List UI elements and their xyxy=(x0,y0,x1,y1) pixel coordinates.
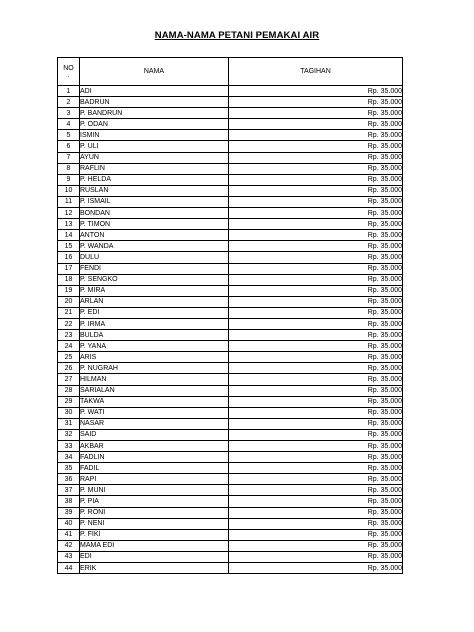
table-row xyxy=(58,86,403,97)
row-nama: AKBAR xyxy=(80,441,229,452)
table-row xyxy=(58,529,403,540)
row-tagihan: Rp. 35.000 xyxy=(229,363,403,374)
row-nama: P. ODAN xyxy=(80,119,229,130)
row-number: 40 xyxy=(58,518,80,529)
table-row xyxy=(58,474,403,485)
row-tagihan: Rp. 35.000 xyxy=(229,119,403,130)
table-row xyxy=(58,485,403,496)
row-number: 14 xyxy=(58,230,80,241)
row-number: 20 xyxy=(58,296,80,307)
table-row xyxy=(58,463,403,474)
row-nama: ISMIN xyxy=(80,130,229,141)
row-number: 15 xyxy=(58,241,80,252)
row-nama: TAKWA xyxy=(80,396,229,407)
table-row xyxy=(58,407,403,418)
row-nama: BADRUN xyxy=(80,97,229,108)
row-nama: BONDAN xyxy=(80,208,229,219)
row-tagihan: Rp. 35.000 xyxy=(229,219,403,230)
row-nama: MAMA EDI xyxy=(80,540,229,551)
row-nama: P. HELDA xyxy=(80,174,229,185)
row-nama: ARIS xyxy=(80,352,229,363)
table-row xyxy=(58,396,403,407)
row-nama: RAPI xyxy=(80,474,229,485)
table-row xyxy=(58,97,403,108)
row-tagihan: Rp. 35.000 xyxy=(229,152,403,163)
row-nama: SARIALAN xyxy=(80,385,229,396)
row-tagihan: Rp. 35.000 xyxy=(229,407,403,418)
header-nama: NAMA xyxy=(80,58,229,86)
row-number: 19 xyxy=(58,285,80,296)
table-row xyxy=(58,318,403,329)
table-row xyxy=(58,518,403,529)
row-number: 31 xyxy=(58,418,80,429)
row-tagihan: Rp. 35.000 xyxy=(229,452,403,463)
row-number: 23 xyxy=(58,330,80,341)
row-number: 29 xyxy=(58,396,80,407)
row-tagihan: Rp. 35.000 xyxy=(229,518,403,529)
table-row xyxy=(58,141,403,152)
row-number: 26 xyxy=(58,363,80,374)
row-nama: DULU xyxy=(80,252,229,263)
row-tagihan: Rp. 35.000 xyxy=(229,352,403,363)
row-number: 18 xyxy=(58,274,80,285)
row-tagihan: Rp. 35.000 xyxy=(229,396,403,407)
row-tagihan: Rp. 35.000 xyxy=(229,163,403,174)
row-nama: P. SENGKO xyxy=(80,274,229,285)
header-no xyxy=(58,58,80,86)
row-tagihan: Rp. 35.000 xyxy=(229,374,403,385)
table-row xyxy=(58,174,403,185)
row-nama: RAFLIN xyxy=(80,163,229,174)
row-number: 8 xyxy=(58,163,80,174)
row-number: 32 xyxy=(58,429,80,440)
table-row xyxy=(58,196,403,207)
row-number: 35 xyxy=(58,463,80,474)
table-row xyxy=(58,341,403,352)
table-row xyxy=(58,418,403,429)
row-tagihan: Rp. 35.000 xyxy=(229,418,403,429)
row-number: 34 xyxy=(58,452,80,463)
table-row xyxy=(58,307,403,318)
row-number: 28 xyxy=(58,385,80,396)
row-tagihan: Rp. 35.000 xyxy=(229,485,403,496)
row-tagihan: Rp. 35.000 xyxy=(229,263,403,274)
row-nama: BULDA xyxy=(80,330,229,341)
row-tagihan: Rp. 35.000 xyxy=(229,307,403,318)
row-tagihan: Rp. 35.000 xyxy=(229,141,403,152)
row-tagihan: Rp. 35.000 xyxy=(229,441,403,452)
table-row xyxy=(58,163,403,174)
row-nama: AYUN xyxy=(80,152,229,163)
row-number: 38 xyxy=(58,496,80,507)
row-number: 2 xyxy=(58,97,80,108)
row-number: 4 xyxy=(58,119,80,130)
row-number: 7 xyxy=(58,152,80,163)
row-nama: P. WANDA xyxy=(80,241,229,252)
row-nama: HILMAN xyxy=(80,374,229,385)
row-number: 43 xyxy=(58,551,80,562)
row-tagihan: Rp. 35.000 xyxy=(229,341,403,352)
row-nama: P. ULI xyxy=(80,141,229,152)
row-tagihan: Rp. 35.000 xyxy=(229,330,403,341)
row-number: 27 xyxy=(58,374,80,385)
row-nama: P. MIRA xyxy=(80,285,229,296)
table-row xyxy=(58,374,403,385)
row-nama: P. NENI xyxy=(80,518,229,529)
row-tagihan: Rp. 35.000 xyxy=(229,507,403,518)
table-row xyxy=(58,208,403,219)
table-row xyxy=(58,563,403,574)
table-row xyxy=(58,119,403,130)
row-nama: ARLAN xyxy=(80,296,229,307)
row-number: 13 xyxy=(58,219,80,230)
row-number: 9 xyxy=(58,174,80,185)
header-no-text: NO xyxy=(63,64,74,72)
farmer-table xyxy=(57,57,403,574)
table-row xyxy=(58,551,403,562)
row-nama: P. NUGRAH xyxy=(80,363,229,374)
row-tagihan: Rp. 35.000 xyxy=(229,241,403,252)
row-nama: EDI xyxy=(80,551,229,562)
row-tagihan: Rp. 35.000 xyxy=(229,540,403,551)
row-number: 6 xyxy=(58,141,80,152)
row-number: 39 xyxy=(58,507,80,518)
row-number: 17 xyxy=(58,263,80,274)
table-row xyxy=(58,441,403,452)
row-number: 3 xyxy=(58,108,80,119)
row-number: 1 xyxy=(58,86,80,97)
row-number: 42 xyxy=(58,540,80,551)
table-row xyxy=(58,152,403,163)
table-row xyxy=(58,296,403,307)
row-nama: SAID xyxy=(80,429,229,440)
row-tagihan: Rp. 35.000 xyxy=(229,474,403,485)
row-tagihan: Rp. 35.000 xyxy=(229,230,403,241)
row-number: 37 xyxy=(58,485,80,496)
row-tagihan: Rp. 35.000 xyxy=(229,108,403,119)
table-row xyxy=(58,219,403,230)
row-nama: ERIK xyxy=(80,563,229,574)
row-number: 24 xyxy=(58,341,80,352)
row-number: 5 xyxy=(58,130,80,141)
row-nama: P. FIKI xyxy=(80,529,229,540)
row-number: 44 xyxy=(58,563,80,574)
table-row xyxy=(58,263,403,274)
table-header-row xyxy=(58,58,403,86)
header-tagihan: TAGIHAN xyxy=(229,58,403,86)
row-tagihan: Rp. 35.000 xyxy=(229,174,403,185)
row-nama: RUSLAN xyxy=(80,185,229,196)
row-nama: FENDI xyxy=(80,263,229,274)
row-tagihan: Rp. 35.000 xyxy=(229,208,403,219)
row-nama: P. TIMON xyxy=(80,219,229,230)
table-row xyxy=(58,285,403,296)
row-tagihan: Rp. 35.000 xyxy=(229,86,403,97)
row-tagihan: Rp. 35.000 xyxy=(229,318,403,329)
table-row xyxy=(58,507,403,518)
row-tagihan: Rp. 35.000 xyxy=(229,529,403,540)
row-tagihan: Rp. 35.000 xyxy=(229,97,403,108)
row-number: 36 xyxy=(58,474,80,485)
table-row xyxy=(58,130,403,141)
row-nama: P. PIA xyxy=(80,496,229,507)
row-tagihan: Rp. 35.000 xyxy=(229,385,403,396)
row-nama: P. MUNI xyxy=(80,485,229,496)
table-row xyxy=(58,385,403,396)
page-title: NAMA-NAMA PETANI PEMAKAI AIR xyxy=(154,30,320,41)
table-row xyxy=(58,352,403,363)
row-tagihan: Rp. 35.000 xyxy=(229,285,403,296)
table-row xyxy=(58,363,403,374)
table-row xyxy=(58,330,403,341)
row-tagihan: Rp. 35.000 xyxy=(229,185,403,196)
table-row xyxy=(58,241,403,252)
row-nama: P. WATI xyxy=(80,407,229,418)
row-nama: NASAR xyxy=(80,418,229,429)
row-nama: P. RONI xyxy=(80,507,229,518)
row-tagihan: Rp. 35.000 xyxy=(229,429,403,440)
header-no-dot: . xyxy=(67,71,70,79)
row-tagihan: Rp. 35.000 xyxy=(229,252,403,263)
table-row xyxy=(58,496,403,507)
row-number: 33 xyxy=(58,441,80,452)
row-number: 12 xyxy=(58,208,80,219)
row-nama: FADLIN xyxy=(80,452,229,463)
row-number: 16 xyxy=(58,252,80,263)
row-nama: P. ISMAIL xyxy=(80,196,229,207)
table-row xyxy=(58,185,403,196)
row-number: 11 xyxy=(58,196,80,207)
row-nama: FADIL xyxy=(80,463,229,474)
row-nama: P. IRMA xyxy=(80,318,229,329)
table-row xyxy=(58,540,403,551)
row-tagihan: Rp. 35.000 xyxy=(229,196,403,207)
row-tagihan: Rp. 35.000 xyxy=(229,274,403,285)
table-row xyxy=(58,452,403,463)
row-number: 25 xyxy=(58,352,80,363)
row-nama: P. YANA xyxy=(80,341,229,352)
row-tagihan: Rp. 35.000 xyxy=(229,496,403,507)
row-number: 41 xyxy=(58,529,80,540)
row-tagihan: Rp. 35.000 xyxy=(229,296,403,307)
row-tagihan: Rp. 35.000 xyxy=(229,551,403,562)
table-row xyxy=(58,252,403,263)
row-nama: P. EDI xyxy=(80,307,229,318)
row-tagihan: Rp. 35.000 xyxy=(229,563,403,574)
row-nama: P. BANDRUN xyxy=(80,108,229,119)
table-row xyxy=(58,108,403,119)
table-row xyxy=(58,230,403,241)
row-nama: ADI xyxy=(80,86,229,97)
row-nama: ANTON xyxy=(80,230,229,241)
row-number: 21 xyxy=(58,307,80,318)
row-number: 30 xyxy=(58,407,80,418)
row-tagihan: Rp. 35.000 xyxy=(229,463,403,474)
row-number: 10 xyxy=(58,185,80,196)
row-tagihan: Rp. 35.000 xyxy=(229,130,403,141)
row-number: 22 xyxy=(58,318,80,329)
table-row xyxy=(58,274,403,285)
table-row xyxy=(58,429,403,440)
